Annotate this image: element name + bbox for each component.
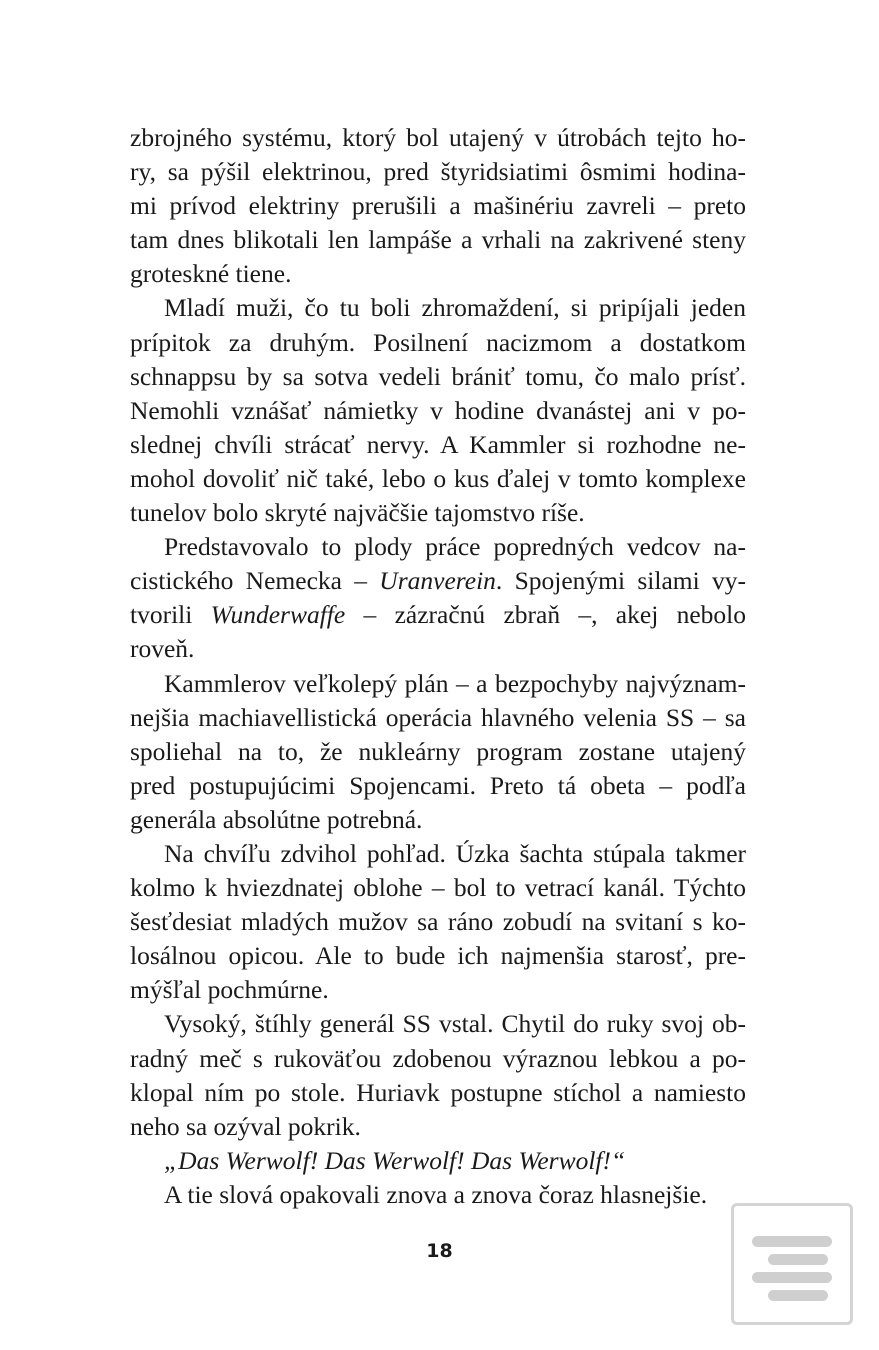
text-line: tunelov bolo skryté najväčšie tajomstvo ríše. <box>130 498 585 528</box>
text-line: Vysoký, štíhly generál SS vstal. Chytil do ruky svoj ob- <box>164 1009 746 1039</box>
book-bar-4 <box>768 1290 828 1301</box>
text-line: radný meč s rukoväťou zdobenou výraznou lebkou a po- <box>130 1043 746 1073</box>
text-line: A tie slová opakovali znova a znova čoraz hlasnejšie. <box>164 1179 708 1209</box>
text-line: mi prívod elektriny prerušili a mašinériu zavreli – preto <box>130 191 746 221</box>
dialogue-line: „Das Werwolf! Das Werwolf! Das Werwolf!“ <box>164 1145 626 1175</box>
book-bar-1 <box>752 1236 832 1247</box>
text-line: ry, sa pýšil elektrinou, pred štyridsiatimi ôsmimi hodina- <box>130 157 746 187</box>
text-line: mýšľal pochmúrne. <box>130 975 329 1005</box>
book-stack-icon <box>731 1203 853 1325</box>
text-line: zbrojného systému, ktorý bol utajený v útrobách tejto ho- <box>130 123 746 152</box>
text-segment: . Spojenými silami vy- <box>495 566 746 596</box>
body-text <box>130 121 746 1212</box>
italic-term: Wunderwaffe <box>210 600 346 630</box>
text-line: Mladí muži, čo tu boli zhromaždení, si pripíjali jeden <box>164 293 746 323</box>
text-line: slednej chvíli strácať nervy. A Kammler si rozhodne ne- <box>130 429 746 459</box>
text-line: Nemohli vznášať námietky v hodine dvanástej ani v po- <box>130 395 746 425</box>
text-line: Kammlerov veľkolepý plán – a bezpochyby najvýznam- <box>164 668 746 698</box>
text-line: mohol dovoliť nič také, lebo o kus ďalej v tomto komplexe <box>130 463 746 493</box>
text-line: roveň. <box>130 634 195 664</box>
text-line <box>130 598 746 632</box>
text-line: kolmo k hviezdnatej oblohe – bol to vetrací kanál. Týchto <box>130 873 746 903</box>
text-line: generála absolútne potrebná. <box>130 804 423 834</box>
text-line: tam dnes blikotali len lampáše a vrhali na zakrivené steny <box>130 225 746 255</box>
text-line: prípitok za druhým. Posilnení nacizmom a dostatkom <box>130 327 746 357</box>
text-line: nejšia machiavellistická operácia hlavného velenia SS – sa <box>130 702 746 732</box>
text-line <box>130 564 746 598</box>
text-line: šesťdesiat mladých mužov sa ráno zobudí na svitaní s ko- <box>130 907 746 937</box>
text-segment: tvorili <box>130 600 211 630</box>
text-line: schnappsu by sa sotva vedeli brániť tomu, čo malo prísť. <box>130 361 746 391</box>
book-bar-3 <box>752 1272 832 1283</box>
text-line: pred postupujúcimi Spojencami. Preto tá obeta – podľa <box>130 770 746 800</box>
text-line: klopal ním po stole. Huriavk postupne stíchol a namiesto <box>130 1077 746 1107</box>
text-segment: – zázračnú zbraň –, akej nebolo <box>345 600 746 630</box>
text-line: losálnou opicou. Ale to bude ich najmenšia starosť, pre- <box>130 941 746 971</box>
book-bar-2 <box>768 1254 828 1265</box>
text-line: Na chvíľu zdvihol pohľad. Úzka šachta stúpala takmer <box>164 838 746 868</box>
italic-term: Uranverein <box>379 566 496 596</box>
text-line: Predstavovalo to plody práce popredných vedcov na- <box>164 532 746 562</box>
text-segment: cistického Nemecka – <box>130 566 380 596</box>
text-line: neho sa ozýval pokrik. <box>130 1111 361 1141</box>
text-line: spoliehal na to, že nukleárny program zostane utajený <box>130 736 746 766</box>
text-line: groteskné tiene. <box>130 259 292 289</box>
page-number: 18 <box>426 1240 453 1262</box>
